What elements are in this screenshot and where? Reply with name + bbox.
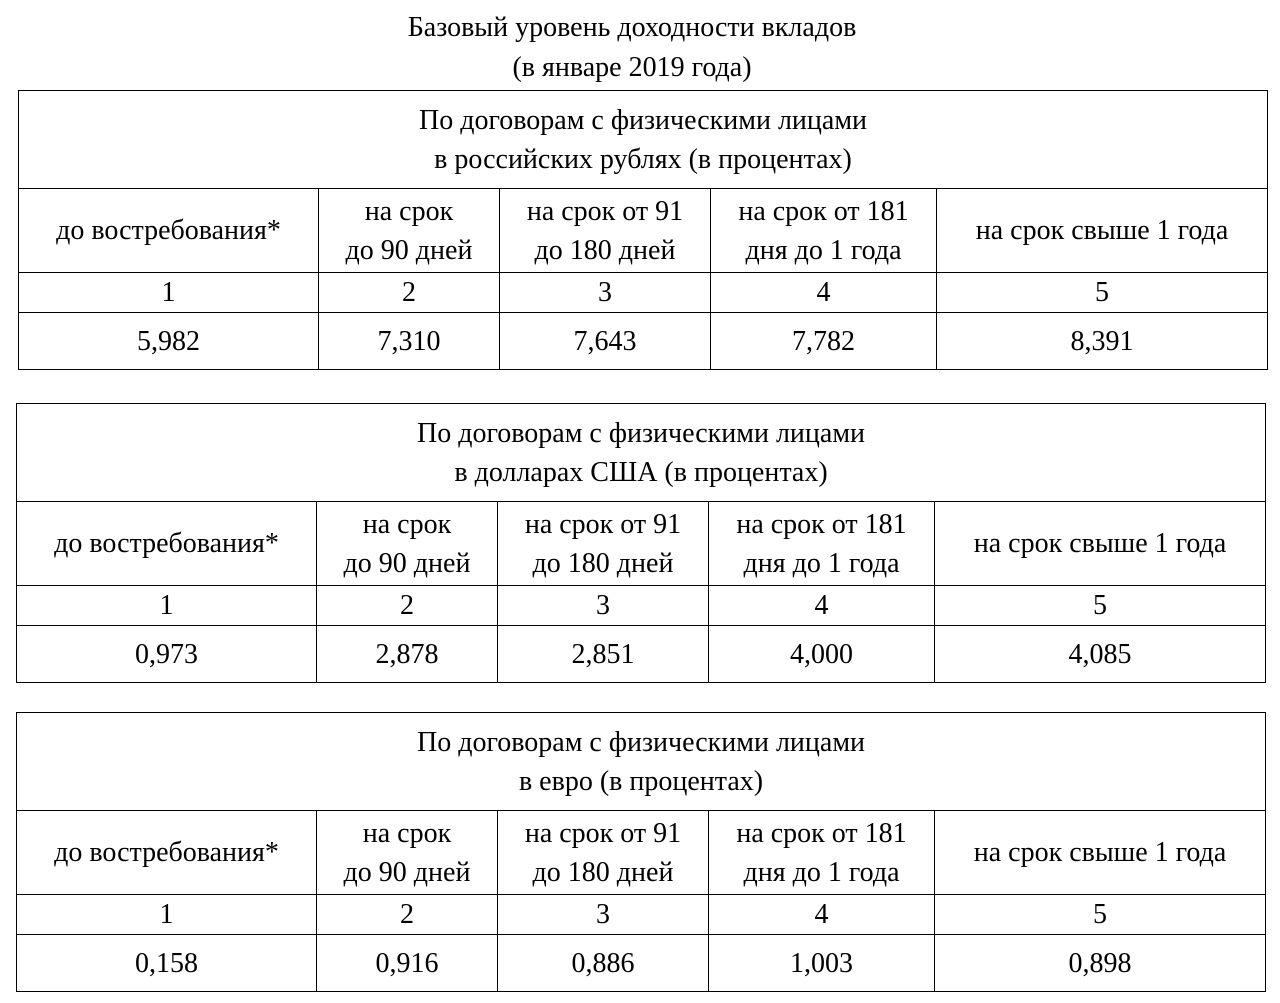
column-header-to-90-days: на срок до 90 дней — [317, 502, 498, 586]
rate-value: 5,982 — [19, 313, 319, 370]
table-caption — [17, 404, 1266, 502]
column-header-to-90-days: на срок до 90 дней — [317, 811, 498, 895]
column-header-over-1-year: на срок свыше 1 года — [937, 189, 1268, 273]
column-number: 5 — [935, 586, 1266, 626]
column-header-over-1-year: на срок свыше 1 года — [935, 502, 1266, 586]
rate-value: 8,391 — [937, 313, 1268, 370]
column-number: 3 — [500, 273, 711, 313]
rate-value: 2,878 — [317, 626, 498, 683]
column-number: 5 — [935, 895, 1266, 935]
table-caption — [17, 713, 1266, 811]
column-number: 5 — [937, 273, 1268, 313]
rate-value: 4,000 — [709, 626, 935, 683]
table-caption — [19, 91, 1268, 189]
column-header-91-180-days: на срок от 91 до 180 дней — [498, 811, 709, 895]
usd-rates-table — [16, 403, 1266, 683]
rate-value: 0,886 — [498, 935, 709, 992]
rate-value: 0,973 — [17, 626, 317, 683]
document-title-line1: Базовый уровень доходности вкладов — [407, 12, 857, 43]
rate-value: 7,643 — [500, 313, 711, 370]
rate-value: 4,085 — [935, 626, 1266, 683]
column-number: 4 — [709, 586, 935, 626]
rate-value: 0,898 — [935, 935, 1266, 992]
rate-value: 7,310 — [319, 313, 500, 370]
table-caption-line1: По договорам с физическими лицами — [417, 417, 866, 449]
column-number: 4 — [709, 895, 935, 935]
column-number: 2 — [317, 586, 498, 626]
rate-value: 0,158 — [17, 935, 317, 992]
column-header-demand: до востребования* — [17, 811, 317, 895]
column-header-181-days-1-year: на срок от 181 дня до 1 года — [711, 189, 937, 273]
column-header-demand: до востребования* — [17, 502, 317, 586]
column-header-91-180-days: на срок от 91 до 180 дней — [500, 189, 711, 273]
column-number: 1 — [19, 273, 319, 313]
column-header-over-1-year: на срок свыше 1 года — [935, 811, 1266, 895]
column-number: 1 — [17, 586, 317, 626]
column-number: 1 — [17, 895, 317, 935]
rate-value: 2,851 — [498, 626, 709, 683]
table-caption-line1: По договорам с физическими лицами — [417, 726, 866, 758]
table-caption-line1: По договорам с физическими лицами — [419, 104, 868, 136]
table-caption-line2: в российских рублях (в процентах) — [434, 143, 852, 175]
document-title — [0, 8, 1264, 88]
column-number: 2 — [319, 273, 500, 313]
rate-value: 7,782 — [711, 313, 937, 370]
rate-value: 0,916 — [317, 935, 498, 992]
column-number: 3 — [498, 586, 709, 626]
column-header-91-180-days: на срок от 91 до 180 дней — [498, 502, 709, 586]
column-number: 4 — [711, 273, 937, 313]
eur-rates-table — [16, 712, 1266, 992]
column-header-demand: до востребования* — [19, 189, 319, 273]
rub-rates-table — [18, 90, 1268, 370]
column-number: 3 — [498, 895, 709, 935]
column-header-181-days-1-year: на срок от 181 дня до 1 года — [709, 811, 935, 895]
column-number: 2 — [317, 895, 498, 935]
rate-value: 1,003 — [709, 935, 935, 992]
document-title-line2: (в январе 2019 года) — [512, 52, 752, 83]
table-caption-line2: в долларах США (в процентах) — [454, 456, 828, 488]
column-header-to-90-days: на срок до 90 дней — [319, 189, 500, 273]
table-caption-line2: в евро (в процентах) — [518, 765, 764, 797]
column-header-181-days-1-year: на срок от 181 дня до 1 года — [709, 502, 935, 586]
